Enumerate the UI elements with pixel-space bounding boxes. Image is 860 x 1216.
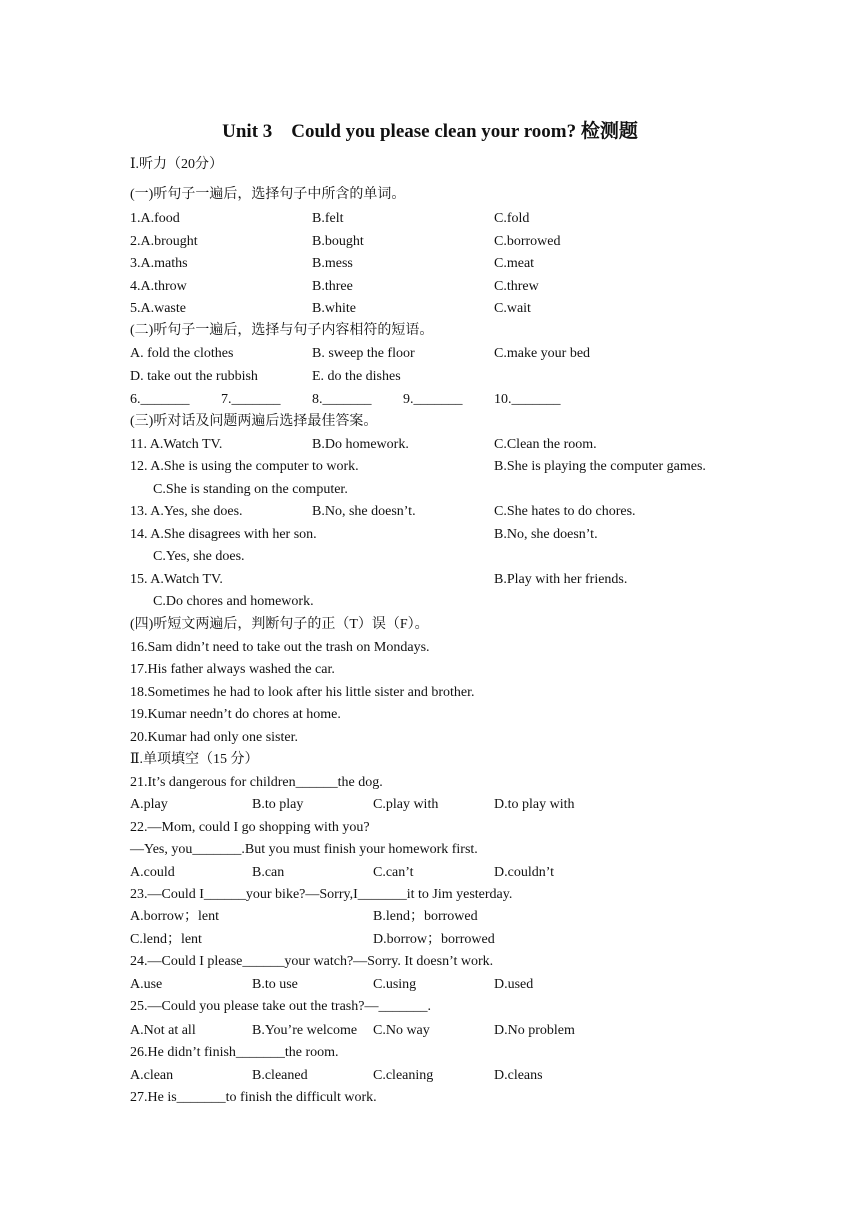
- answer-blank: 10._______: [494, 392, 561, 407]
- option-d: D.No problem: [494, 1023, 575, 1038]
- part-2-heading: (二)听句子一遍后，选择与句子内容相符的短语。: [130, 323, 434, 338]
- option-b: B.bought: [312, 234, 364, 249]
- option-b: B.can: [252, 865, 285, 880]
- answer-blank: 6._______: [130, 392, 190, 407]
- question-stem: 27.He is_______to finish the difficult work.: [130, 1090, 377, 1105]
- phrase-a: A. fold the clothes: [130, 346, 234, 361]
- question-stem: 24.—Could I please______your watch?—Sorry. It doesn’t work.: [130, 954, 494, 969]
- question-stem: 25.—Could you please take out the trash?—_______.: [130, 999, 431, 1014]
- option-c: C.play with: [373, 797, 439, 812]
- part-1-heading: (一)听句子一遍后，选择句子中所含的单词。: [130, 187, 406, 202]
- statement: 17.His father always washed the car.: [130, 662, 335, 677]
- option-c: C.She is standing on the computer.: [153, 482, 348, 497]
- option-a: A.clean: [130, 1068, 174, 1083]
- phrase-d: D. take out the rubbish: [130, 369, 258, 384]
- option-a: 5.A.waste: [130, 301, 186, 316]
- section-2-heading: Ⅱ.单项填空（15 分）: [130, 752, 259, 767]
- option-c: C.using: [373, 977, 417, 992]
- statement: 19.Kumar needn’t do chores at home.: [130, 707, 341, 722]
- option-a: A.play: [130, 797, 168, 812]
- section-1-heading: Ⅰ.听力（20分）: [130, 157, 224, 172]
- option-a: 15. A.Watch TV.: [130, 572, 223, 587]
- option-a: 12. A.She is using the computer to work.: [130, 459, 359, 474]
- answer-blank: 8._______: [312, 392, 372, 407]
- option-d: D.borrow；borrowed: [373, 932, 495, 947]
- option-c: C.wait: [494, 301, 531, 316]
- statement: 16.Sam didn’t need to take out the trash on Mondays.: [130, 640, 430, 655]
- option-d: D.cleans: [494, 1068, 543, 1083]
- option-c: C.lend；lent: [130, 932, 202, 947]
- option-a: 1.A.food: [130, 211, 180, 226]
- option-a: A.Not at all: [130, 1023, 196, 1038]
- option-c: C.threw: [494, 279, 539, 294]
- option-c: C.fold: [494, 211, 530, 226]
- option-b: B.cleaned: [252, 1068, 308, 1083]
- option-c: C.No way: [373, 1023, 430, 1038]
- option-a: 4.A.throw: [130, 279, 187, 294]
- option-a: A.could: [130, 865, 175, 880]
- option-c: C.Yes, she does.: [153, 549, 245, 564]
- option-d: D.to play with: [494, 797, 575, 812]
- question-stem: 26.He didn’t finish_______the room.: [130, 1045, 339, 1060]
- option-c: C.Clean the room.: [494, 437, 597, 452]
- statement: 20.Kumar had only one sister.: [130, 730, 298, 745]
- phrase-c: C.make your bed: [494, 346, 591, 361]
- part-3-heading: (三)听对话及问题两遍后选择最佳答案。: [130, 414, 378, 429]
- option-a: 3.A.maths: [130, 256, 188, 271]
- option-c: C.Do chores and homework.: [153, 594, 314, 609]
- option-b: B.white: [312, 301, 356, 316]
- question-stem: 21.It’s dangerous for children______the dog.: [130, 775, 383, 790]
- option-b: B.No, she doesn’t.: [312, 504, 416, 519]
- question-stem: 23.—Could I______your bike?—Sorry,I_______it to Jim yesterday.: [130, 887, 513, 902]
- option-c: C.She hates to do chores.: [494, 504, 636, 519]
- option-b: B.mess: [312, 256, 353, 271]
- option-c: C.borrowed: [494, 234, 561, 249]
- page-title: Unit 3 Could you please clean your room? 检测题: [222, 121, 638, 142]
- option-a: 14. A.She disagrees with her son.: [130, 527, 317, 542]
- option-d: D.couldn’t: [494, 865, 555, 880]
- option-c: C.can’t: [373, 865, 414, 880]
- option-b: B.She is playing the computer games.: [494, 459, 706, 474]
- option-b: B.No, she doesn’t.: [494, 527, 598, 542]
- option-b: B.to play: [252, 797, 304, 812]
- option-c: C.meat: [494, 256, 535, 271]
- option-d: D.used: [494, 977, 534, 992]
- option-a: A.borrow；lent: [130, 909, 220, 924]
- question-stem: —Yes, you_______.But you must finish your homework first.: [130, 842, 478, 857]
- option-b: B.Play with her friends.: [494, 572, 628, 587]
- phrase-b: B. sweep the floor: [312, 346, 415, 361]
- part-4-heading: (四)听短文两遍后，判断句子的正（T）误（F）。: [130, 617, 429, 632]
- option-a: A.use: [130, 977, 163, 992]
- option-a: 11. A.Watch TV.: [130, 437, 223, 452]
- option-b: B.You’re welcome: [252, 1023, 358, 1038]
- phrase-e: E. do the dishes: [312, 369, 401, 384]
- option-b: B.three: [312, 279, 353, 294]
- answer-blank: 7._______: [221, 392, 281, 407]
- option-b: B.felt: [312, 211, 344, 226]
- option-b: B.lend；borrowed: [373, 909, 478, 924]
- question-stem: 22.—Mom, could I go shopping with you?: [130, 820, 370, 835]
- option-a: 2.A.brought: [130, 234, 198, 249]
- option-b: B.Do homework.: [312, 437, 409, 452]
- statement: 18.Sometimes he had to look after his little sister and brother.: [130, 685, 475, 700]
- option-b: B.to use: [252, 977, 298, 992]
- option-a: 13. A.Yes, she does.: [130, 504, 243, 519]
- answer-blank: 9._______: [403, 392, 463, 407]
- option-c: C.cleaning: [373, 1068, 434, 1083]
